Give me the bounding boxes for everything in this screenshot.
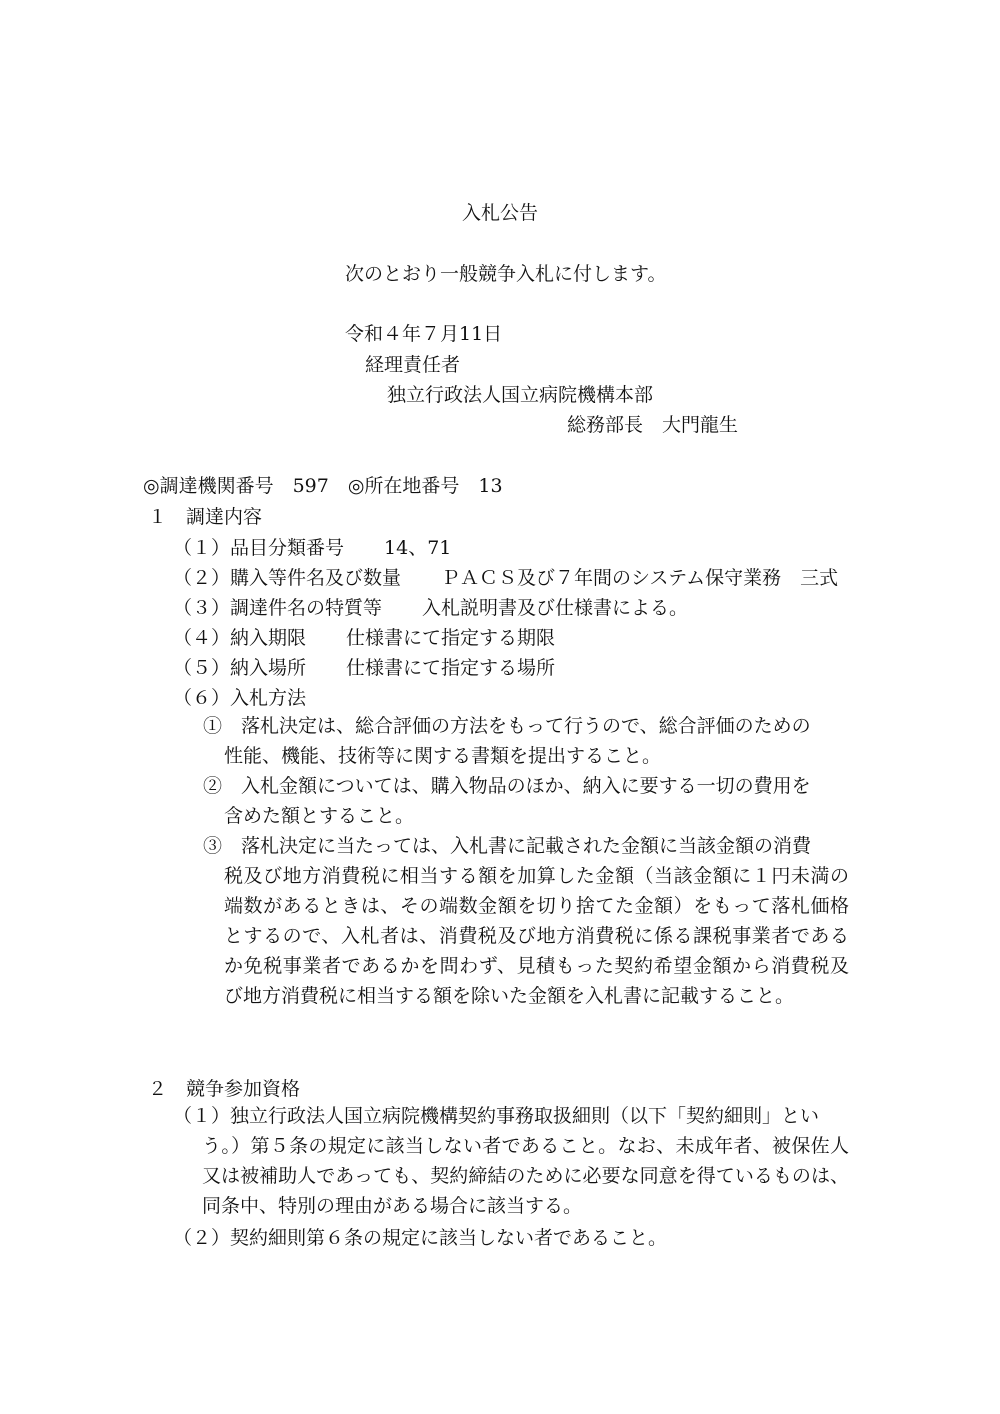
qualification-1 (173, 1101, 849, 1221)
item-label: （２）購入等件名及び数量 (173, 567, 402, 589)
item-value: 14、71 (384, 537, 452, 559)
item-label: （３）調達件名の特質等 (173, 597, 383, 619)
qualification-2: （２）契約細則第６条の規定に該当しない者であること。 (173, 1227, 668, 1249)
item-label: （５）納入場所 (173, 657, 307, 679)
item-label: （６）入札方法 (173, 687, 307, 709)
issuer-signatory: 総務部長 大門龍生 (567, 414, 739, 436)
item-name-quantity (173, 567, 838, 589)
item-label: （１）品目分類番号 (173, 537, 345, 559)
item-label: （４）納入期限 (173, 627, 307, 649)
item-bidding-method (173, 687, 306, 709)
paragraph-continuation: 税及び地方消費税に相当する額を加算した金額（当該金額に１円未満の端数があるときは、その端数金額を切り捨てた金額）をもって落札価格とするので、入札者は、消費税及び地方消費税に係る課税事業者であるか免税事業者であるかを問わず、見積もった契約希望金額から消費税及び地方消費税に相当する額を除いた金額を入札書に記載すること。 (224, 865, 849, 1007)
paragraph-first-line: ① 落札決定は、総合評価の方法をもって行うので、総合評価のための (203, 715, 811, 737)
item-classification (173, 537, 451, 559)
paragraph-continuation: 性能、機能、技術等に関する書類を提出すること。 (224, 745, 662, 767)
bid-method-1 (203, 711, 849, 771)
issuer-organization: 独立行政法人国立病院機構本部 (387, 384, 654, 406)
procurement-numbers: ◎調達機関番号 597 ◎所在地番号 13 (143, 475, 503, 497)
paragraph-first-line: ② 入札金額については、購入物品のほか、納入に要する一切の費用を (203, 775, 811, 797)
item-delivery-place (173, 657, 555, 679)
paragraph-continuation: 含めた額とすること。 (224, 805, 415, 827)
notice-title: 入札公告 (461, 202, 538, 224)
bid-method-3 (203, 831, 849, 1011)
item-value: 入札説明書及び仕様書による。 (422, 597, 689, 619)
item-characteristics (173, 597, 688, 619)
item-delivery-deadline (173, 627, 555, 649)
paragraph-first-line: （１）独立行政法人国立病院機構契約事務取扱細則（以下「契約細則」とい (173, 1105, 820, 1127)
item-value: 仕様書にて指定する場所 (346, 657, 556, 679)
paragraph-continuation: う。）第５条の規定に該当しない者であること。なお、未成年者、被保佐人又は被補助人であっても、契約締結のために必要な同意を得ているものは、同条中、特別の理由がある場合に該当する。 (202, 1135, 849, 1217)
bid-method-2 (203, 771, 849, 831)
issuer-role: 経理責任者 (365, 354, 461, 376)
section-2-heading: ２ 競争参加資格 (148, 1078, 301, 1100)
item-value: ＰＡＣＳ及び７年間のシステム保守業務 三式 (441, 567, 839, 589)
notice-date: 令和４年７月11日 (345, 323, 503, 345)
item-value: 仕様書にて指定する期限 (346, 627, 556, 649)
paragraph-first-line: ③ 落札決定に当たっては、入札書に記載された金額に当該金額の消費 (203, 835, 812, 857)
notice-lead: 次のとおり一般競争入札に付します。 (345, 263, 667, 285)
section-1-heading: １ 調達内容 (148, 506, 263, 528)
